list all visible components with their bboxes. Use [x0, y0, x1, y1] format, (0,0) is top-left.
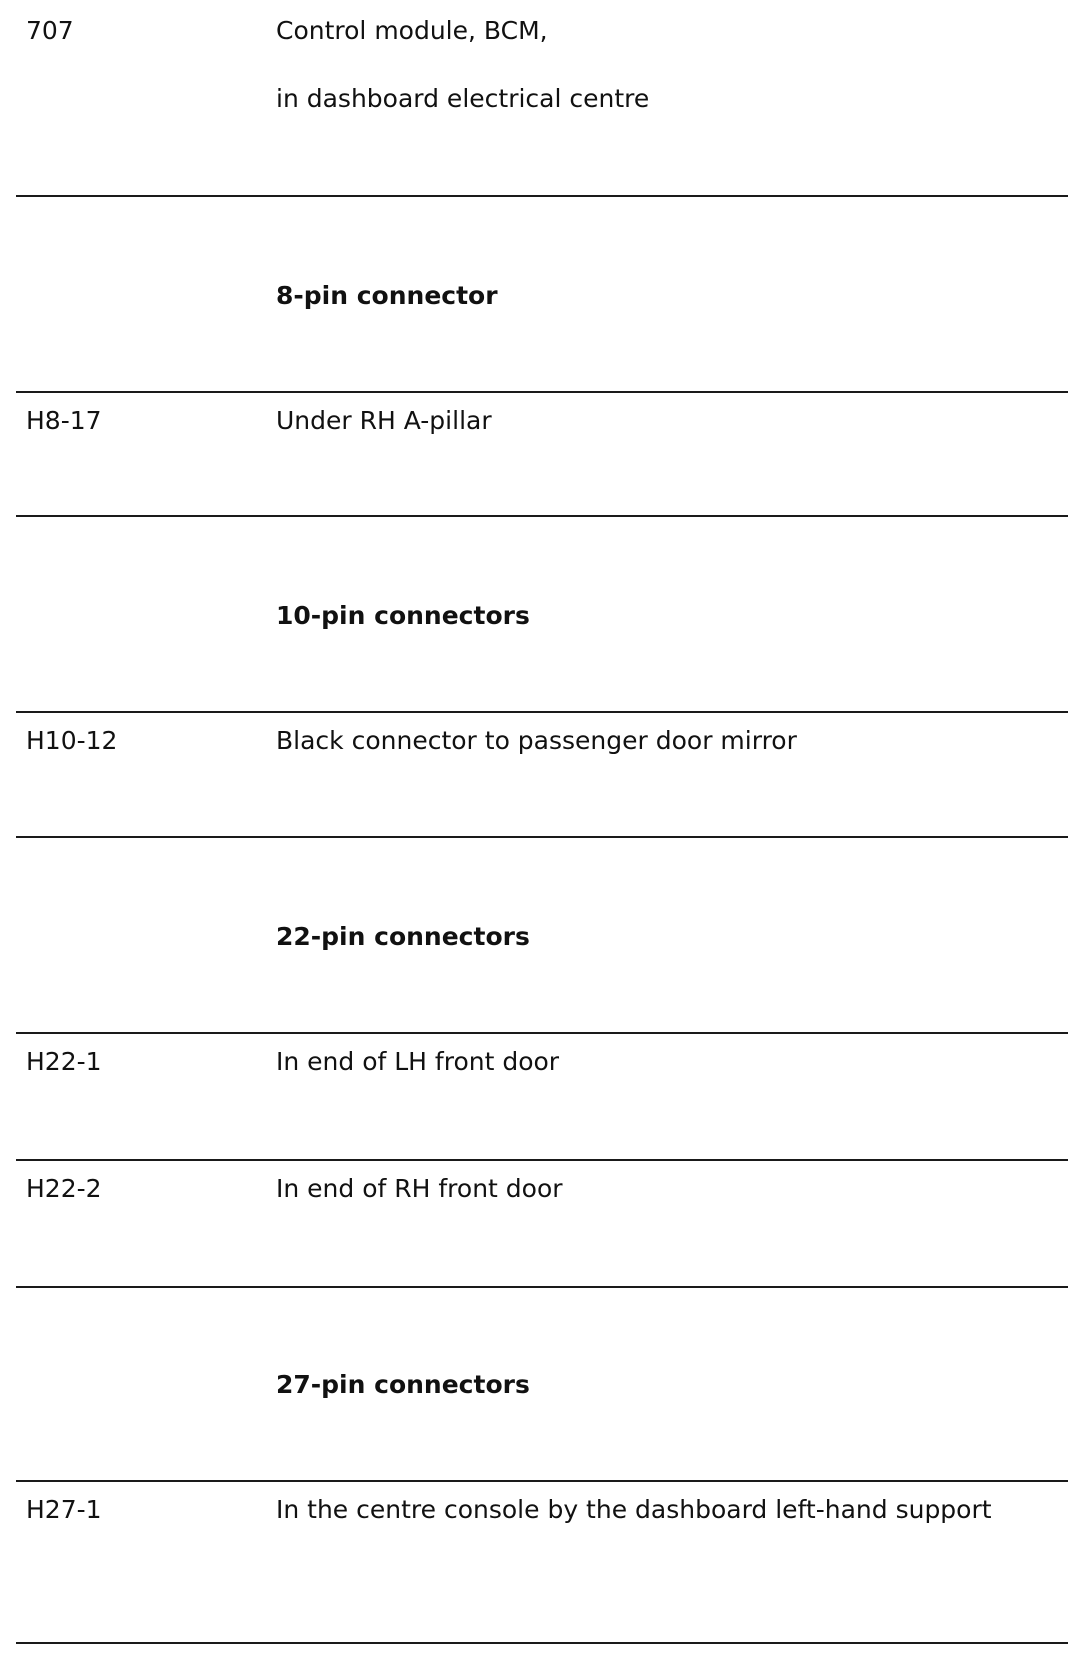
module-description-line-2: in dashboard electrical centre	[276, 84, 650, 113]
connector-code: H8-17	[26, 406, 102, 435]
divider	[16, 1032, 1068, 1034]
divider	[16, 836, 1068, 838]
divider	[16, 1642, 1068, 1644]
connector-location: Under RH A-pillar	[276, 406, 492, 435]
section-heading-22-pin: 22-pin connectors	[276, 922, 530, 951]
divider	[16, 391, 1068, 393]
divider	[16, 711, 1068, 713]
divider	[16, 1286, 1068, 1288]
connector-location: In end of LH front door	[276, 1047, 560, 1076]
section-heading-8-pin: 8-pin connector	[276, 281, 498, 310]
section-heading-10-pin: 10-pin connectors	[276, 601, 530, 630]
connector-code: H22-1	[26, 1047, 102, 1076]
divider	[16, 195, 1068, 197]
connector-code: H22-2	[26, 1174, 102, 1203]
connector-code: H27-1	[26, 1495, 102, 1524]
module-description-line-1: Control module, BCM,	[276, 16, 548, 45]
connector-location: In the centre console by the dashboard left-hand support	[276, 1495, 992, 1524]
divider	[16, 515, 1068, 517]
connector-location: In end of RH front door	[276, 1174, 563, 1203]
divider	[16, 1480, 1068, 1482]
section-heading-27-pin: 27-pin connectors	[276, 1370, 530, 1399]
connector-code: H10-12	[26, 726, 118, 755]
module-code: 707	[26, 16, 74, 45]
connector-location: Black connector to passenger door mirror	[276, 726, 797, 755]
divider	[16, 1159, 1068, 1161]
